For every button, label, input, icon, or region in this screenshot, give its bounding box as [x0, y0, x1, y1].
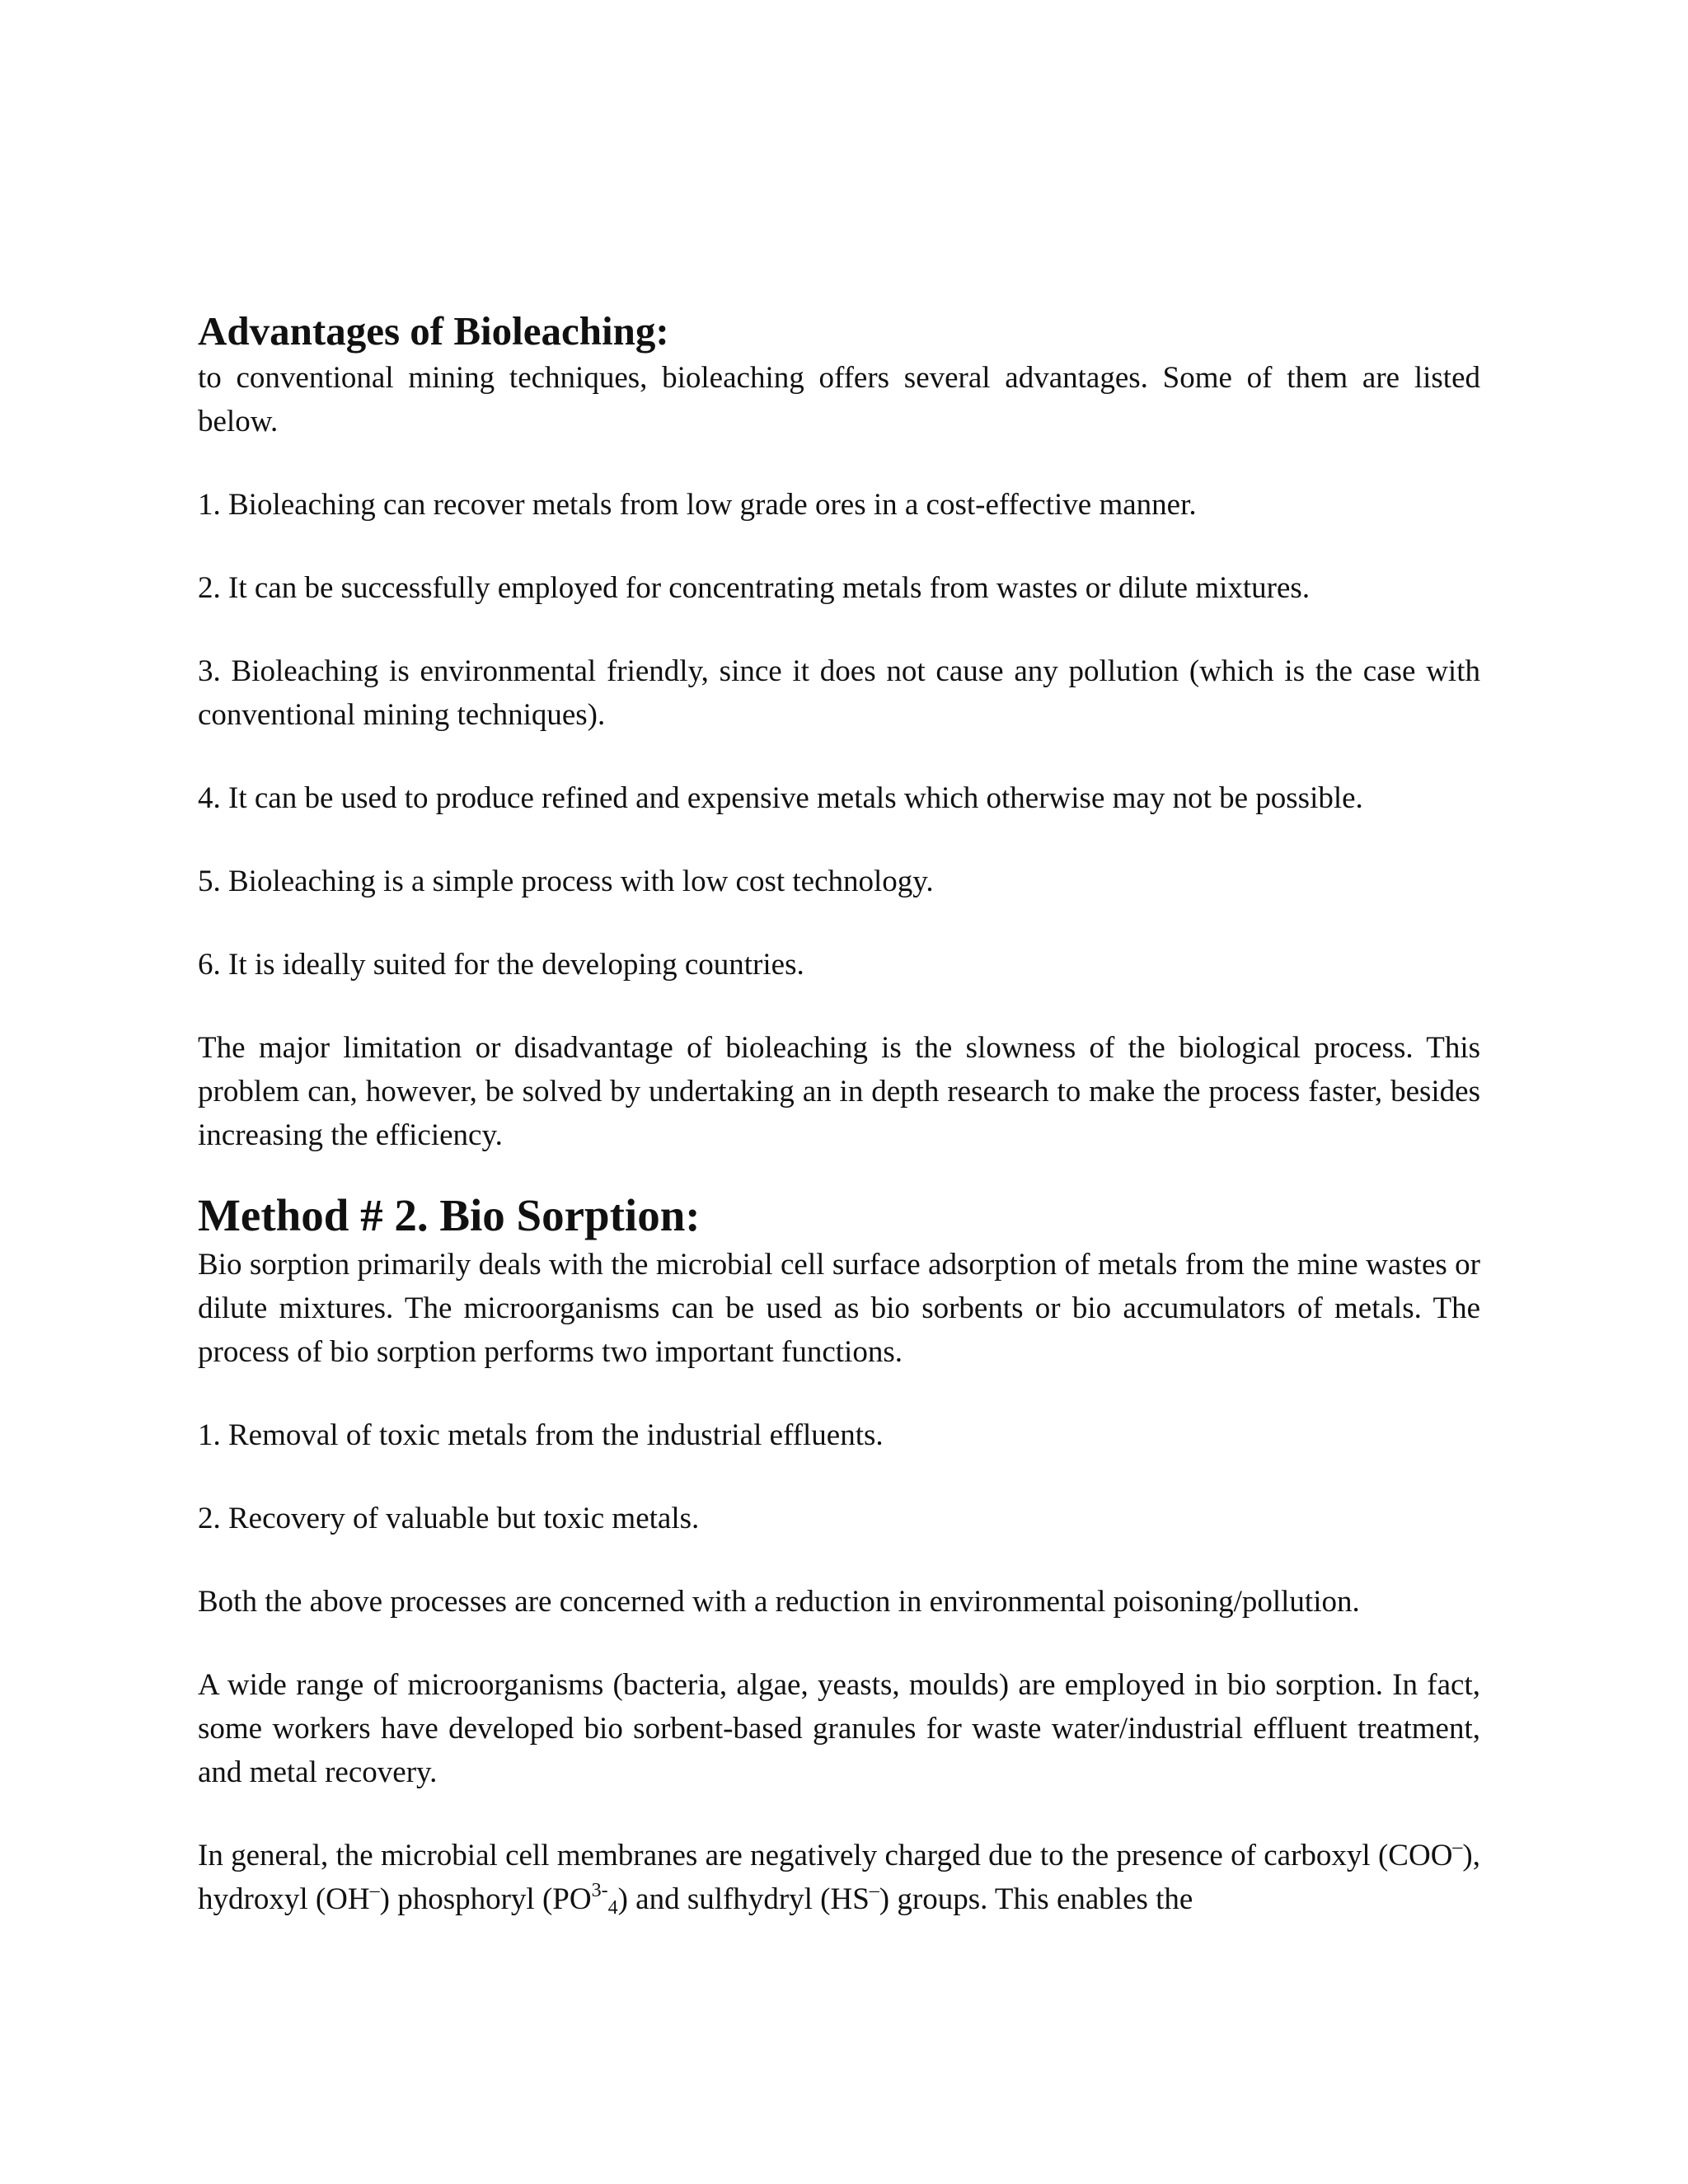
- carboxyl-charge: –: [1452, 1836, 1463, 1858]
- advantage-item-4: 4. It can be used to produce refined and expensive metals which otherwise may not be possible.: [198, 781, 1363, 815]
- sulfhydryl-charge: –: [869, 1880, 879, 1901]
- advantages-heading: Advantages of Bioleaching:: [198, 308, 669, 354]
- document-page: [198, 307, 1480, 1921]
- function-item-1: 1. Removal of toxic metals from the industrial effluents.: [198, 1418, 884, 1452]
- membrane-text-3: ) phosphoryl (PO: [379, 1882, 592, 1916]
- bio-sorption-intro: Bio sorption primarily deals with the microbial cell surface adsorption of metals from the mine wastes or dilute mixtures. The microorganisms can be used as bio sorbents or bio accumulators of metals. The process of bio sorption performs two important functions.: [198, 1248, 1480, 1369]
- limitation-paragraph: The major limitation or disadvantage of bioleaching is the slowness of the biological process. This problem can, however, be solved by undertaking an in depth research to make the process faster, besides increasing the efficiency.: [198, 1031, 1480, 1152]
- advantage-item-3: 3. Bioleaching is environmental friendly, since it does not cause any pollution (which is the case with conventional mining techniques).: [198, 654, 1480, 732]
- phosphoryl-charge: 3-: [591, 1880, 608, 1901]
- microorganisms-paragraph: A wide range of microorganisms (bacteria, algae, yeasts, moulds) are employed in bio sorption. In fact, some workers have developed bio sorbent-based granules for waste water/industrial effluent treatment, and metal recovery.: [198, 1668, 1480, 1789]
- hydroxyl-charge: –: [369, 1880, 380, 1901]
- membrane-text-1: In general, the microbial cell membranes are negatively charged due to the presence of carboxyl (COO: [198, 1839, 1453, 1872]
- membrane-text-5: ) groups. This enables the: [879, 1882, 1193, 1916]
- advantages-intro: to conventional mining techniques, bioleaching offers several advantages. Some of them are listed below.: [198, 361, 1480, 438]
- advantage-item-5: 5. Bioleaching is a simple process with low cost technology.: [198, 865, 934, 898]
- advantage-item-1: 1. Bioleaching can recover metals from low grade ores in a cost-effective manner.: [198, 488, 1197, 522]
- phosphoryl-subscript: 4: [607, 1897, 618, 1919]
- advantage-item-2: 2. It can be successfully employed for concentrating metals from wastes or dilute mixtures.: [198, 571, 1311, 605]
- membrane-text-2: ), hydroxyl (OH: [198, 1839, 1480, 1916]
- advantage-item-6: 6. It is ideally suited for the developing countries.: [198, 948, 804, 982]
- bio-sorption-heading: Method # 2. Bio Sorption:: [198, 1190, 701, 1240]
- cell-membrane-paragraph: [198, 1834, 1480, 1921]
- function-item-2: 2. Recovery of valuable but toxic metals.: [198, 1502, 700, 1535]
- processes-paragraph: Both the above processes are concerned with a reduction in environmental poisoning/pollution.: [198, 1585, 1360, 1619]
- membrane-text-4: ) and sulfhydryl (HS: [617, 1882, 870, 1916]
